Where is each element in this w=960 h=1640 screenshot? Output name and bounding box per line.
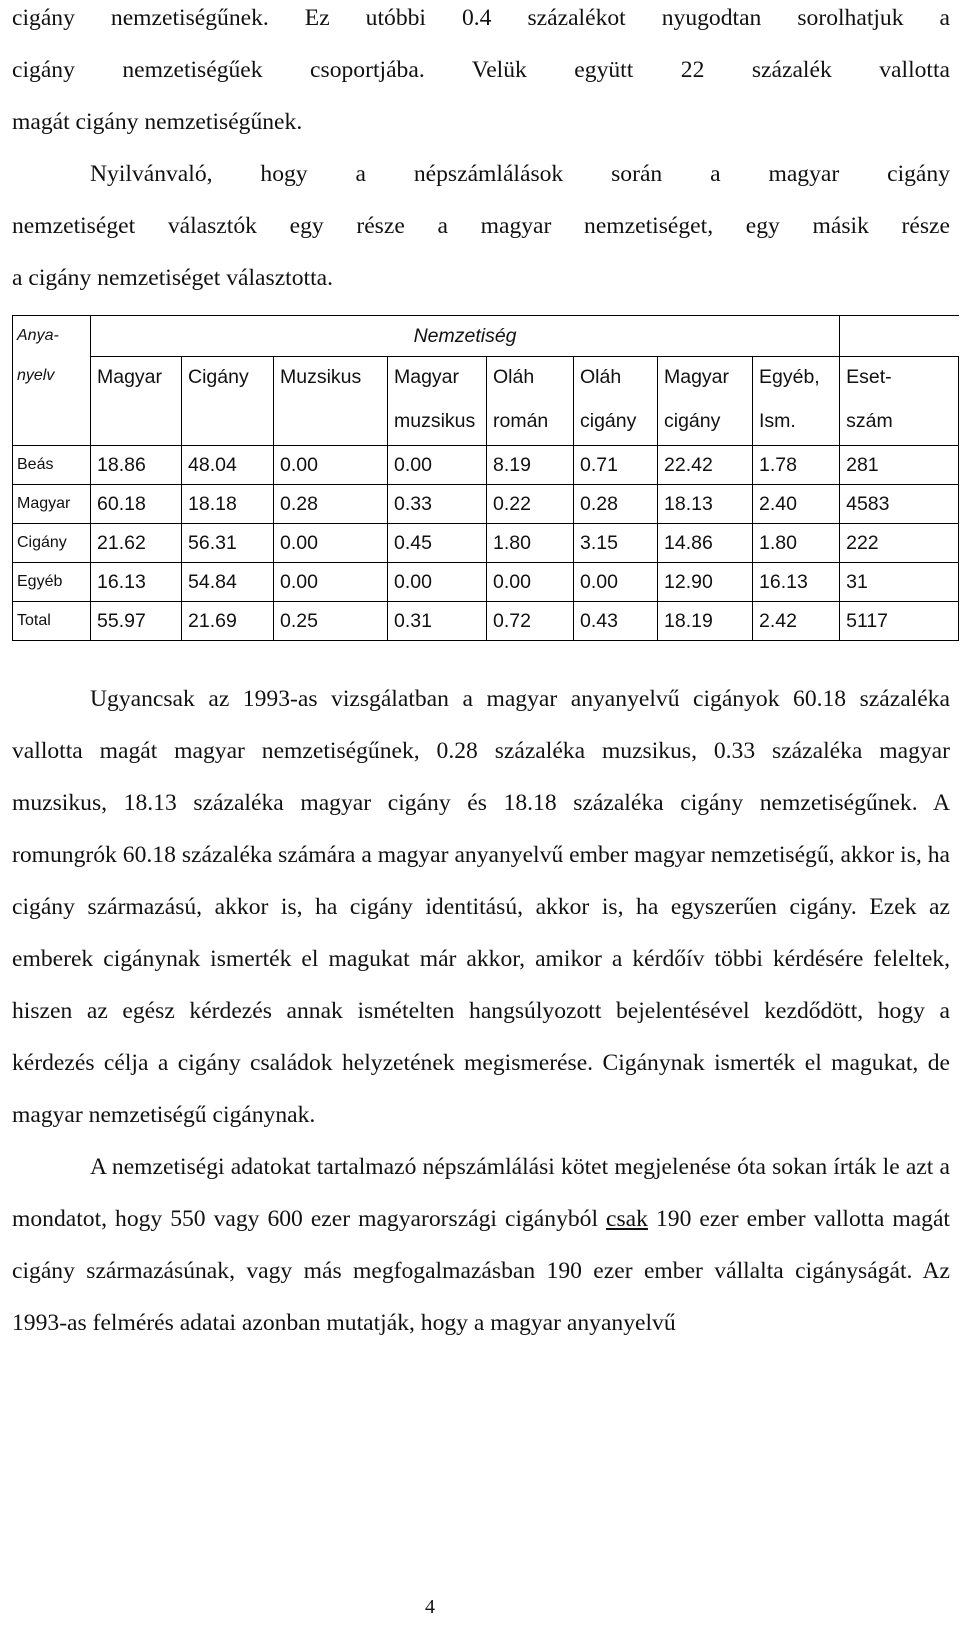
text-line: nemzetiséget választók egy része a magyar nemzetiséget, egy másik része (12, 213, 950, 239)
table-cell: 0.71 (574, 446, 658, 485)
table-cell: 0.45 (388, 524, 487, 563)
table-cell: 1.80 (487, 524, 574, 563)
row-label: Egyéb (13, 563, 91, 602)
header-spacer (840, 316, 959, 357)
text-block-bottom (12, 673, 950, 1349)
row-label: Cigány (13, 524, 91, 563)
column-header: Eset- szám (840, 357, 959, 446)
column-header: Magyar cigány (658, 357, 753, 446)
table-cell: 0.00 (388, 563, 487, 602)
row-label: Total (13, 602, 91, 641)
table-cell: 1.80 (753, 524, 840, 563)
table-cell: 0.28 (574, 485, 658, 524)
table-cell: 1.78 (753, 446, 840, 485)
table-cell: 0.00 (274, 446, 388, 485)
column-header: Magyar muzsikus (388, 357, 487, 446)
table-cell: 18.19 (658, 602, 753, 641)
table-cell: 31 (840, 563, 959, 602)
table-cell: 0.28 (274, 485, 388, 524)
table-cell: 5117 (840, 602, 959, 641)
table-cell: 18.13 (658, 485, 753, 524)
paragraph: A nemzetiségi adatokat tartalmazó népszámlálási kötet megjelenése óta sokan írták le azt a mondatot, hogy 550 vagy 600 ezer magyarországi cigányból csak 190 ezer ember vallotta magát cigány származásúnak, vagy más megfogalmazásban 190 ezer ember vállalta cigányságát. Az 1993-as felmérés adatai azonban mutatják, hogy a magyar anyanyelvű (12, 1154, 950, 1336)
table-cell: 22.42 (658, 446, 753, 485)
text-line: Nyilvánvaló, hogy a népszámlálások során a magyar cigány (90, 161, 950, 187)
table-cell: 18.18 (182, 485, 274, 524)
table-cell: 16.13 (753, 563, 840, 602)
table-cell: 54.84 (182, 563, 274, 602)
column-header: Magyar (91, 357, 182, 446)
table-cell: 0.33 (388, 485, 487, 524)
table-cell: 18.86 (91, 446, 182, 485)
table-row (13, 602, 959, 641)
table-cell: 56.31 (182, 524, 274, 563)
table-cell: 222 (840, 524, 959, 563)
table-row (13, 446, 959, 485)
column-header: Cigány (182, 357, 274, 446)
text-line: a cigány nemzetiséget választotta. (12, 265, 333, 291)
column-group-header: Nemzetiség (91, 316, 840, 357)
table-cell: 0.31 (388, 602, 487, 641)
table-cell: 0.72 (487, 602, 574, 641)
column-header: Oláh román (487, 357, 574, 446)
paragraph: Ugyancsak az 1993-as vizsgálatban a magyar anyanyelvű cigányok 60.18 százaléka vallotta magát magyar nemzetiségűnek, 0.28 százaléka muzsikus, 0.33 százaléka magyar muzsikus, 18.13 százaléka magyar cigány és 18.18 százaléka cigány nemzetiségűnek. A romungrók 60.18 százaléka számára a magyar anyanyelvű ember magyar nemzetiségű, akkor is, ha cigány származású, akkor is, ha cigány identitású, akkor is, ha egyszerűen cigány. Ezek az emberek cigánynak ismerték el magukat már akkor, amikor a kérdőív többi kérdésére feleltek, hiszen az egész kérdezés annak ismételten hangsúlyozott bejelentésével kezdődött, hogy a kérdezés célja a cigány családok helyzetének megismerése. Cigánynak ismerték el magukat, de magyar nemzetiségű cigánynak. (12, 686, 950, 1128)
table-cell: 14.86 (658, 524, 753, 563)
table-cell: 0.00 (274, 563, 388, 602)
table-cell: 3.15 (574, 524, 658, 563)
column-header-row (13, 357, 959, 446)
table-cell: 16.13 (91, 563, 182, 602)
table-cell: 12.90 (658, 563, 753, 602)
table-cell: 21.62 (91, 524, 182, 563)
table-cell: 0.43 (574, 602, 658, 641)
text-block-top (12, 0, 950, 304)
table-cell: 0.00 (574, 563, 658, 602)
table-cell: 60.18 (91, 485, 182, 524)
underlined-word: csak (606, 1206, 648, 1232)
row-label: Magyar (13, 485, 91, 524)
nationality-table (12, 315, 959, 641)
table-cell: 0.00 (487, 563, 574, 602)
table-cell: 0.00 (274, 524, 388, 563)
text-line: cigány nemzetiségűnek. Ez utóbbi 0.4 százalékot nyugodtan sorolhatjuk a (12, 5, 950, 31)
table-cell: 0.25 (274, 602, 388, 641)
table-cell: 0.22 (487, 485, 574, 524)
table-cell: 4583 (840, 485, 959, 524)
row-label: Beás (13, 446, 91, 485)
column-header: Muzsikus (274, 357, 388, 446)
table-row (13, 485, 959, 524)
table-cell: 21.69 (182, 602, 274, 641)
table-cell: 48.04 (182, 446, 274, 485)
page-number: 4 (425, 1596, 435, 1618)
table-body (13, 446, 959, 641)
column-header: Oláh cigány (574, 357, 658, 446)
table-cell: 55.97 (91, 602, 182, 641)
table-row (13, 524, 959, 563)
table-cell: 281 (840, 446, 959, 485)
table-cell: 2.42 (753, 602, 840, 641)
table-cell: 0.00 (388, 446, 487, 485)
column-header: Egyéb, Ism. (753, 357, 840, 446)
text-line: magát cigány nemzetiségűnek. (12, 109, 303, 135)
table-cell: 2.40 (753, 485, 840, 524)
text-line: cigány nemzetiségűek csoportjába. Velük együtt 22 százalék vallotta (12, 57, 950, 83)
table-cell: 8.19 (487, 446, 574, 485)
row-header-anyanyelv: Anya- nyelv (13, 316, 91, 446)
table-row (13, 563, 959, 602)
